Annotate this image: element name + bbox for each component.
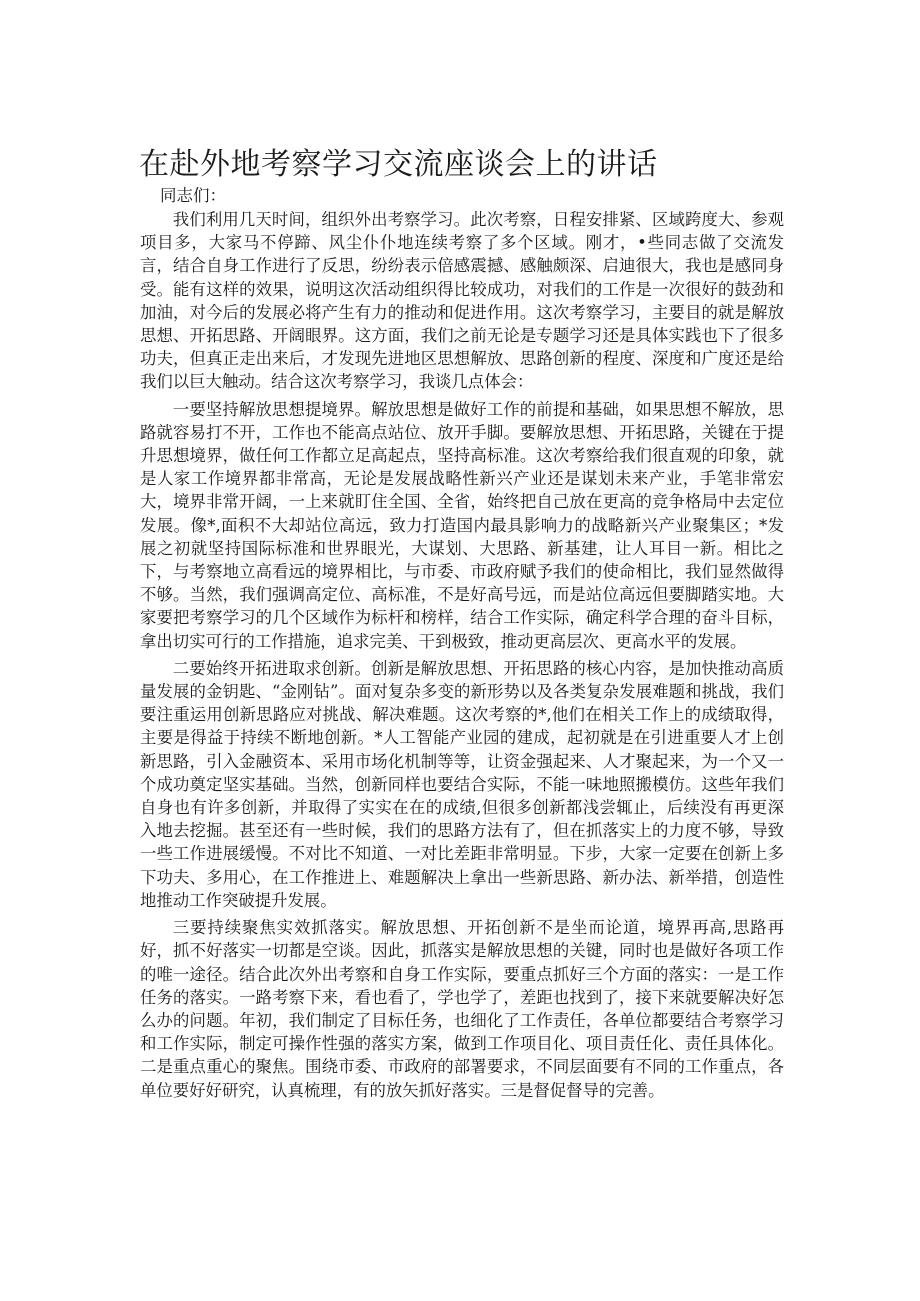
greeting: 同志们： [160, 186, 226, 205]
paragraph-point-two: 二要始终开拓进取求创新。创新是解放思想、开拓思路的核心内容，是加快推动高质量发展的金钥匙、“金刚钻”。面对复杂多变的新形势以及各类复杂发展难题和挑战，我们要注重运用创新思路应对挑战、解决难题。这次考察的*,他们在相关工作上的成绩取得，主要是得益于持续不断地创新。*人工智能产业园的建成，起初就是在引进重要人才上创新思路，引入金融资本、采用市场化机制等等，让资金强起来、人才聚起来，为一个又一个成功奠定坚实基础。当然，创新同样也要结合实际，不能一味地照搬模仿。这些年我们自身也有许多创新，并取得了实实在在的成绩,但很多创新都浅尝辄止，后续没有再更深入地去挖掘。甚至还有一些时候，我们的思路方法有了，但在抓落实上的力度不够，导致一些工作进展缓慢。不对比不知道、一对比差距非常明显。下步，大家一定要在创新上多下功夫、多用心，在工作推进上、难题解决上拿出一些新思路、新办法、新举措，创造性地推动工作突破提升发展。 [140, 658, 784, 910]
paragraph-point-one: 一要坚持解放思想提境界。解放思想是做好工作的前提和基础，如果思想不解放，思路就容易打不开，工作也不能高点站位、放开手脚。要解放思想、开拓思路，关键在于提升思想境界，做任何工作都立足高起点，坚持高标准。这次考察给我们很直观的印象，就是人家工作境界都非常高，无论是发展战略性新兴产业还是谋划未来产业，手笔非常宏大，境界非常开阔，一上来就盯住全国、全省，始终把自己放在更高的竞争格局中去定位发展。像*,面积不大却站位高远，致力打造国内最具影响力的战略新兴产业聚集区；*发展之初就坚持国际标准和世界眼光，大谋划、大思路、新基建，让人耳目一新。相比之下，与考察地立高看远的境界相比，与市委、市政府赋予我们的使命相比，我们显然做得不够。当然，我们强调高定位、高标准，不是好高号远，而是站位高远但要脚踏实地。大家要把考察学习的几个区域作为标杆和榜样，结合工作实际，确定科学合理的奋斗目标，拿出切实可行的工作措施，追求完美、干到极致，推动更高层次、更高水平的发展。 [140, 399, 784, 651]
document-body [140, 208, 784, 1102]
document-title: 在赴外地考察学习交流座谈会上的讲话 [139, 147, 658, 183]
paragraph-point-three: 三要持续聚焦实效抓落实。解放思想、开拓创新不是坐而论道，境界再高,思路再好，抓不好落实一切都是空谈。因此，抓落实是解放思想的关键，同时也是做好各项工作的唯一途径。结合此次外出考察和自身工作实际，要重点抓好三个方面的落实：一是工作任务的落实。一路考察下来，看也看了，学也学了，差距也找到了，接下来就要解决好怎么办的问题。年初，我们制定了目标任务，也细化了工作责任，各单位都要结合考察学习和工作实际，制定可操作性强的落实方案，做到工作项目化、项目责任化、责任具体化。二是重点重心的聚焦。围绕市委、市政府的部署要求，不同层面要有不同的工作重点，各单位要好好研究，认真梳理，有的放矢抓好落实。三是督促督导的完善。 [140, 918, 784, 1100]
paragraph-intro: 我们利用几天时间，组织外出考察学习。此次考察，日程安排紧、区域跨度大、参观项目多，大家马不停蹄、风尘仆仆地连续考察了多个区域。刚才，•些同志做了交流发言，结合自身工作进行了反思，纷纷表示倍感震撼、感触颇深、启迪很大，我也是感同身受。能有这样的效果，说明这次活动组织得比较成功，对我们的工作是一次很好的鼓劲和加油，对今后的发展必将产生有力的推动和促进作用。这次考察学习，主要目的就是解放思想、开拓思路、开阔眼界。这方面，我们之前无论是专题学习还是具体实践也下了很多功夫，但真正走出来后，才发现先进地区思想解放、思路创新的程度、深度和广度还是给我们以巨大触动。结合这次考察学习，我谈几点体会： [140, 210, 784, 392]
